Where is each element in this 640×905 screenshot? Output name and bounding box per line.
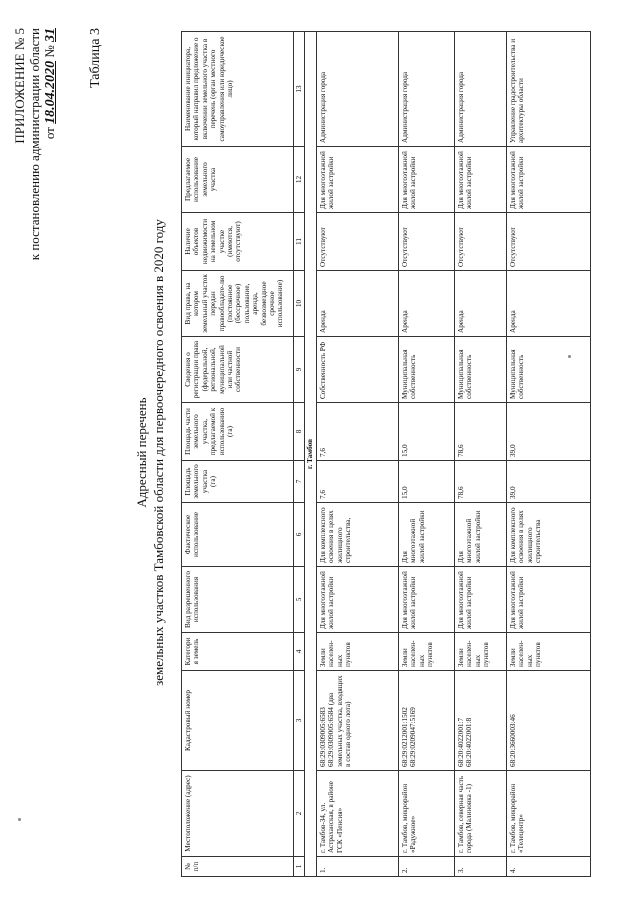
table-cell: Аренда bbox=[398, 271, 454, 337]
table-cell: Для многоэтажной жилой застройки bbox=[316, 147, 398, 213]
table-cell: 3. bbox=[454, 857, 506, 877]
table-cell: Для многоэтажной жилой застройки bbox=[506, 147, 590, 213]
table-cell: Для многоэтажной жилой застройки bbox=[454, 503, 506, 567]
column-header: Фактическое использование bbox=[182, 503, 294, 567]
column-number: 9 bbox=[294, 337, 305, 403]
land-plots-table bbox=[181, 31, 591, 877]
table-cell: Управление градостроительства и архитектуры области bbox=[506, 32, 590, 147]
table-cell: Для многоэтажной жилой застройки bbox=[398, 147, 454, 213]
resolution-prefix: к постановлению администрации области bbox=[27, 28, 42, 261]
table-cell: г. Тамбов, северная часть города (Малиновка -1) bbox=[454, 771, 506, 857]
column-header: Местоположение (адрес) bbox=[182, 771, 294, 857]
column-number: 7 bbox=[294, 461, 305, 503]
table-cell: Для многоэтажной жилой застройки bbox=[398, 503, 454, 567]
table-cell: 39,0 bbox=[506, 403, 590, 461]
table-cell: Администрация города bbox=[316, 32, 398, 147]
scan-speck bbox=[18, 818, 21, 821]
table-label: Таблица 3 bbox=[88, 28, 103, 88]
table-cell: 68:29:0309005:6583 68:29:0309005:6584 (два земельных участка, входящих в состав одного лота) bbox=[316, 671, 398, 771]
column-header: Кадастровый номер bbox=[182, 671, 294, 771]
table-cell: Для комплексного освоения в целях жилищного строительства bbox=[506, 503, 590, 567]
column-number: 11 bbox=[294, 213, 305, 271]
table-cell: Отсутствуют bbox=[316, 213, 398, 271]
table-cell: 78,6 bbox=[454, 403, 506, 461]
column-number: 4 bbox=[294, 633, 305, 671]
table-cell: 78,6 bbox=[454, 461, 506, 503]
table-cell: Для комплексного освоения в целях жилищного строительства, bbox=[316, 503, 398, 567]
table-cell: Администрация города bbox=[454, 32, 506, 147]
column-header: № п/п bbox=[182, 857, 294, 877]
column-number: 2 bbox=[294, 771, 305, 857]
table-cell: Для многоэтажной жилой застройки bbox=[316, 567, 398, 633]
table-cell: 68:20:3660003:46 bbox=[506, 671, 590, 771]
table-cell: 1. bbox=[316, 857, 398, 877]
column-number: 3 bbox=[294, 671, 305, 771]
table-cell: 4. bbox=[506, 857, 590, 877]
column-number: 6 bbox=[294, 503, 305, 567]
column-header: Площадь части земельного участка, предлагаемой к использованию (га) bbox=[182, 403, 294, 461]
number-label: № bbox=[42, 45, 57, 58]
column-header: Вид разрешенного использования bbox=[182, 567, 294, 633]
appendix-label: ПРИЛОЖЕНИЕ № 5 bbox=[12, 28, 27, 144]
table-cell: 7,6 bbox=[316, 403, 398, 461]
from-label: от bbox=[42, 127, 57, 140]
column-number: 12 bbox=[294, 147, 305, 213]
table-cell: Для многоэтажной жилой застройки bbox=[454, 567, 506, 633]
resolution-date: 18.04.2020 bbox=[43, 60, 58, 124]
table-row bbox=[506, 32, 590, 877]
resolution-number: 31 bbox=[43, 28, 58, 42]
table-cell: Муниципальная собственность bbox=[506, 337, 590, 403]
table-row bbox=[398, 32, 454, 877]
table-cell: Муниципальная собственность bbox=[398, 337, 454, 403]
column-header: Сведения о регистрации права (федеральной, региональной, муниципальной или частной собственности bbox=[182, 337, 294, 403]
table-cell: Для многоэтажной жилой застройки bbox=[454, 147, 506, 213]
header-row bbox=[182, 32, 294, 877]
column-header: Вид права, на котором земельный участок передан правообладате-лю (постоянное (бессрочное) пользование, аренда, безвозмездное срочное использование) bbox=[182, 271, 294, 337]
column-number: 1 bbox=[294, 857, 305, 877]
document-title: Адресный перечень bbox=[134, 397, 149, 508]
column-header: Предлагаемое использование земельного участка bbox=[182, 147, 294, 213]
table-cell: Муниципальная собственность bbox=[454, 337, 506, 403]
table-cell: Аренда bbox=[316, 271, 398, 337]
column-number-row bbox=[294, 32, 305, 877]
table-cell: 39,0 bbox=[506, 461, 590, 503]
table-cell: Собственность РФ bbox=[316, 337, 398, 403]
table-cell: 68:29:0212001:1502 68:29:0209047:5169 bbox=[398, 671, 454, 771]
column-header: Наименование инициатора, который направил предложение о включении земельного участка в перечень (орган местного самоуправления или юридическое лицо) bbox=[182, 32, 294, 147]
table-cell: Администрация города bbox=[398, 32, 454, 147]
table-cell: Земли населен-ных пунктов bbox=[316, 633, 398, 671]
column-header: Площадь земельного участка (га) bbox=[182, 461, 294, 503]
group-row bbox=[305, 32, 316, 877]
resolution-line bbox=[27, 28, 42, 260]
table-cell: 68:20:4022001:7 68:20:4022001:8 bbox=[454, 671, 506, 771]
group-label: г. Тамбов bbox=[305, 32, 316, 877]
table-row bbox=[316, 32, 398, 877]
resolution-date-line bbox=[42, 28, 58, 139]
table-cell: Земли населен-ных пунктов bbox=[506, 633, 590, 671]
scan-speck bbox=[568, 355, 571, 358]
table-cell: 7,6 bbox=[316, 461, 398, 503]
table-cell: г. Тамбов, микрорайон «Радужное» bbox=[398, 771, 454, 857]
column-header: Категория земель bbox=[182, 633, 294, 671]
column-number: 13 bbox=[294, 32, 305, 147]
table-cell: 15,0 bbox=[398, 461, 454, 503]
table-cell: 2. bbox=[398, 857, 454, 877]
table-row bbox=[454, 32, 506, 877]
column-number: 8 bbox=[294, 403, 305, 461]
table-cell: Отсутствуют bbox=[398, 213, 454, 271]
table-cell: 15,0 bbox=[398, 403, 454, 461]
table-cell: Для многоэтажной жилой застройки bbox=[506, 567, 590, 633]
table-cell: Отсутствуют bbox=[454, 213, 506, 271]
table-cell: Земли населен-ных пунктов bbox=[398, 633, 454, 671]
table-cell: Отсутствуют bbox=[506, 213, 590, 271]
table-cell: Аренда bbox=[454, 271, 506, 337]
column-number: 10 bbox=[294, 271, 305, 337]
document-subtitle: земельных участков Тамбовской области для первоочередного освоения в 2020 году bbox=[151, 219, 166, 686]
column-header: Наличие объектов недвижимости на земельном участке (имеются, отсутствуют) bbox=[182, 213, 294, 271]
table-cell: г. Тамбов-34, ул. Астраханская, в районе ГСК «Пенсия» bbox=[316, 771, 398, 857]
column-number: 5 bbox=[294, 567, 305, 633]
table-cell: Аренда bbox=[506, 271, 590, 337]
table-cell: Для многоэтажной жилой застройки bbox=[398, 567, 454, 633]
table-cell: г. Тамбов, микрорайон «Телецентр» bbox=[506, 771, 590, 857]
table-cell: Земли населен-ных пунктов bbox=[454, 633, 506, 671]
